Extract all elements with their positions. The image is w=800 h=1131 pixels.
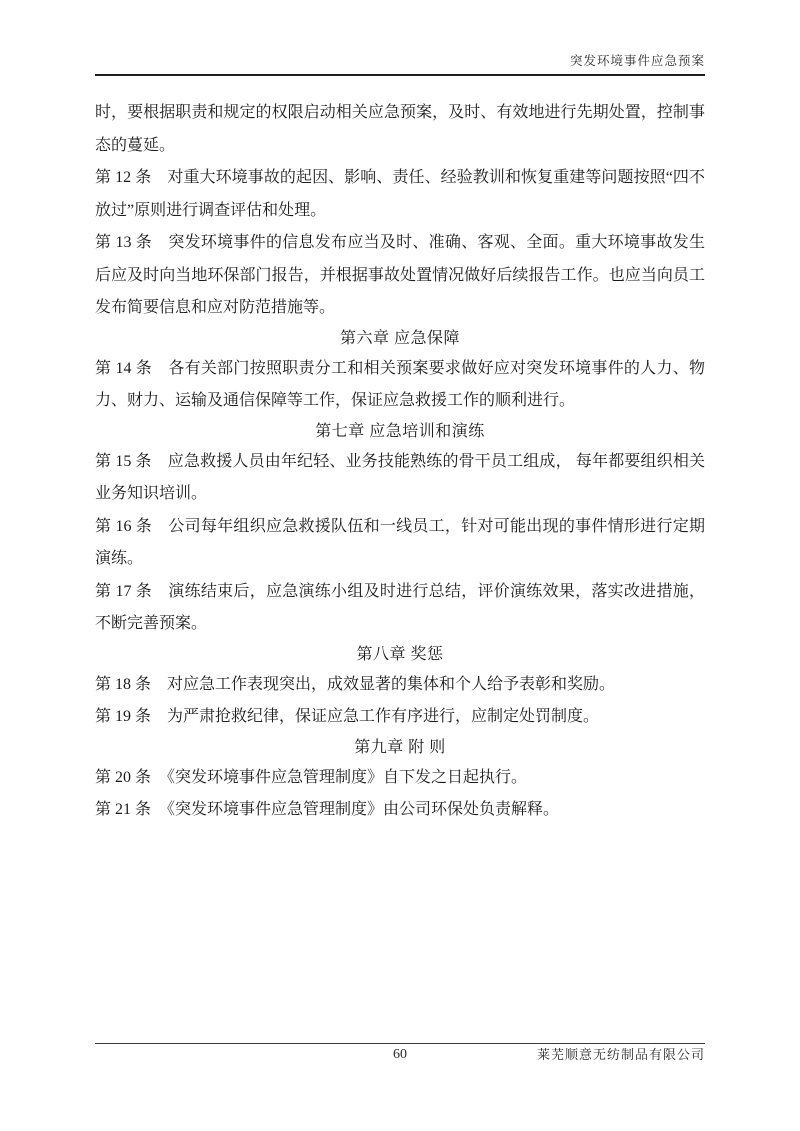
continuation-paragraph: 时，要根据职责和规定的权限启动相关应急预案，及时、有效地进行先期处置，控制事态的蔓延。 [95, 104, 705, 154]
chapter-7-heading: 第七章 应急培训和演练 [315, 422, 485, 440]
article-19: 第 19 条 为严肃抢救纪律，保证应急工作有序进行，应制定处罚制度。 [95, 708, 600, 725]
footer-row [95, 1044, 705, 1067]
article-13: 第 13 条 突发环境事件的信息发布应当及时、准确、客观、全面。重大环境事故发生后应及时向当地环保部门报告，并根据事故处置情况做好后续报告工作。也应当向员工发布简要信息和应对防范措施等。 [95, 234, 705, 316]
article-21: 第 21 条 《突发环境事件应急管理制度》由公司环保处负责解释。 [95, 801, 560, 818]
document-body [95, 97, 705, 827]
chapter-9-heading: 第九章 附 则 [354, 738, 446, 756]
article-17: 第 17 条 演练结束后，应急演练小组及时进行总结，评价演练效果，落实改进措施，不断完善预案。 [95, 582, 705, 632]
footer-company-name: 莱芜顺意无纺制品有限公司 [536, 1047, 705, 1062]
article-16: 第 16 条 公司每年组织应急救援队伍和一线员工，针对可能出现的事件情形进行定期演练。 [95, 517, 705, 567]
header-title: 突发环境事件应急预案 [569, 54, 705, 68]
article-15: 第 15 条 应急救援人员由年纪轻、业务技能熟练的骨干员工组成， 每年都要组织相关业务知识培训。 [95, 452, 705, 502]
chapter-6-heading: 第六章 应急保障 [339, 329, 460, 347]
article-12: 第 12 条 对重大环境事故的起因、影响、责任、经验教训和恢复重建等问题按照“四不放过”原则进行调查评估和处理。 [95, 169, 705, 219]
chapter-8-heading: 第八章 奖惩 [356, 645, 444, 663]
page-footer [95, 1043, 705, 1067]
article-18: 第 18 条 对应急工作表现突出，成效显著的集体和个人给予表彰和奖励。 [95, 675, 616, 693]
page-content [95, 0, 705, 827]
article-20: 第 20 条 《突发环境事件应急管理制度》自下发之日起执行。 [95, 768, 528, 786]
header-rule [95, 74, 705, 76]
article-14: 第 14 条 各有关部门按照职责分工和相关预案要求做好应对突发环境事件的人力、物力、财力、运输及通信保障等工作，保证应急救援工作的顺利进行。 [95, 359, 705, 409]
page-number: 60 [393, 1047, 407, 1062]
